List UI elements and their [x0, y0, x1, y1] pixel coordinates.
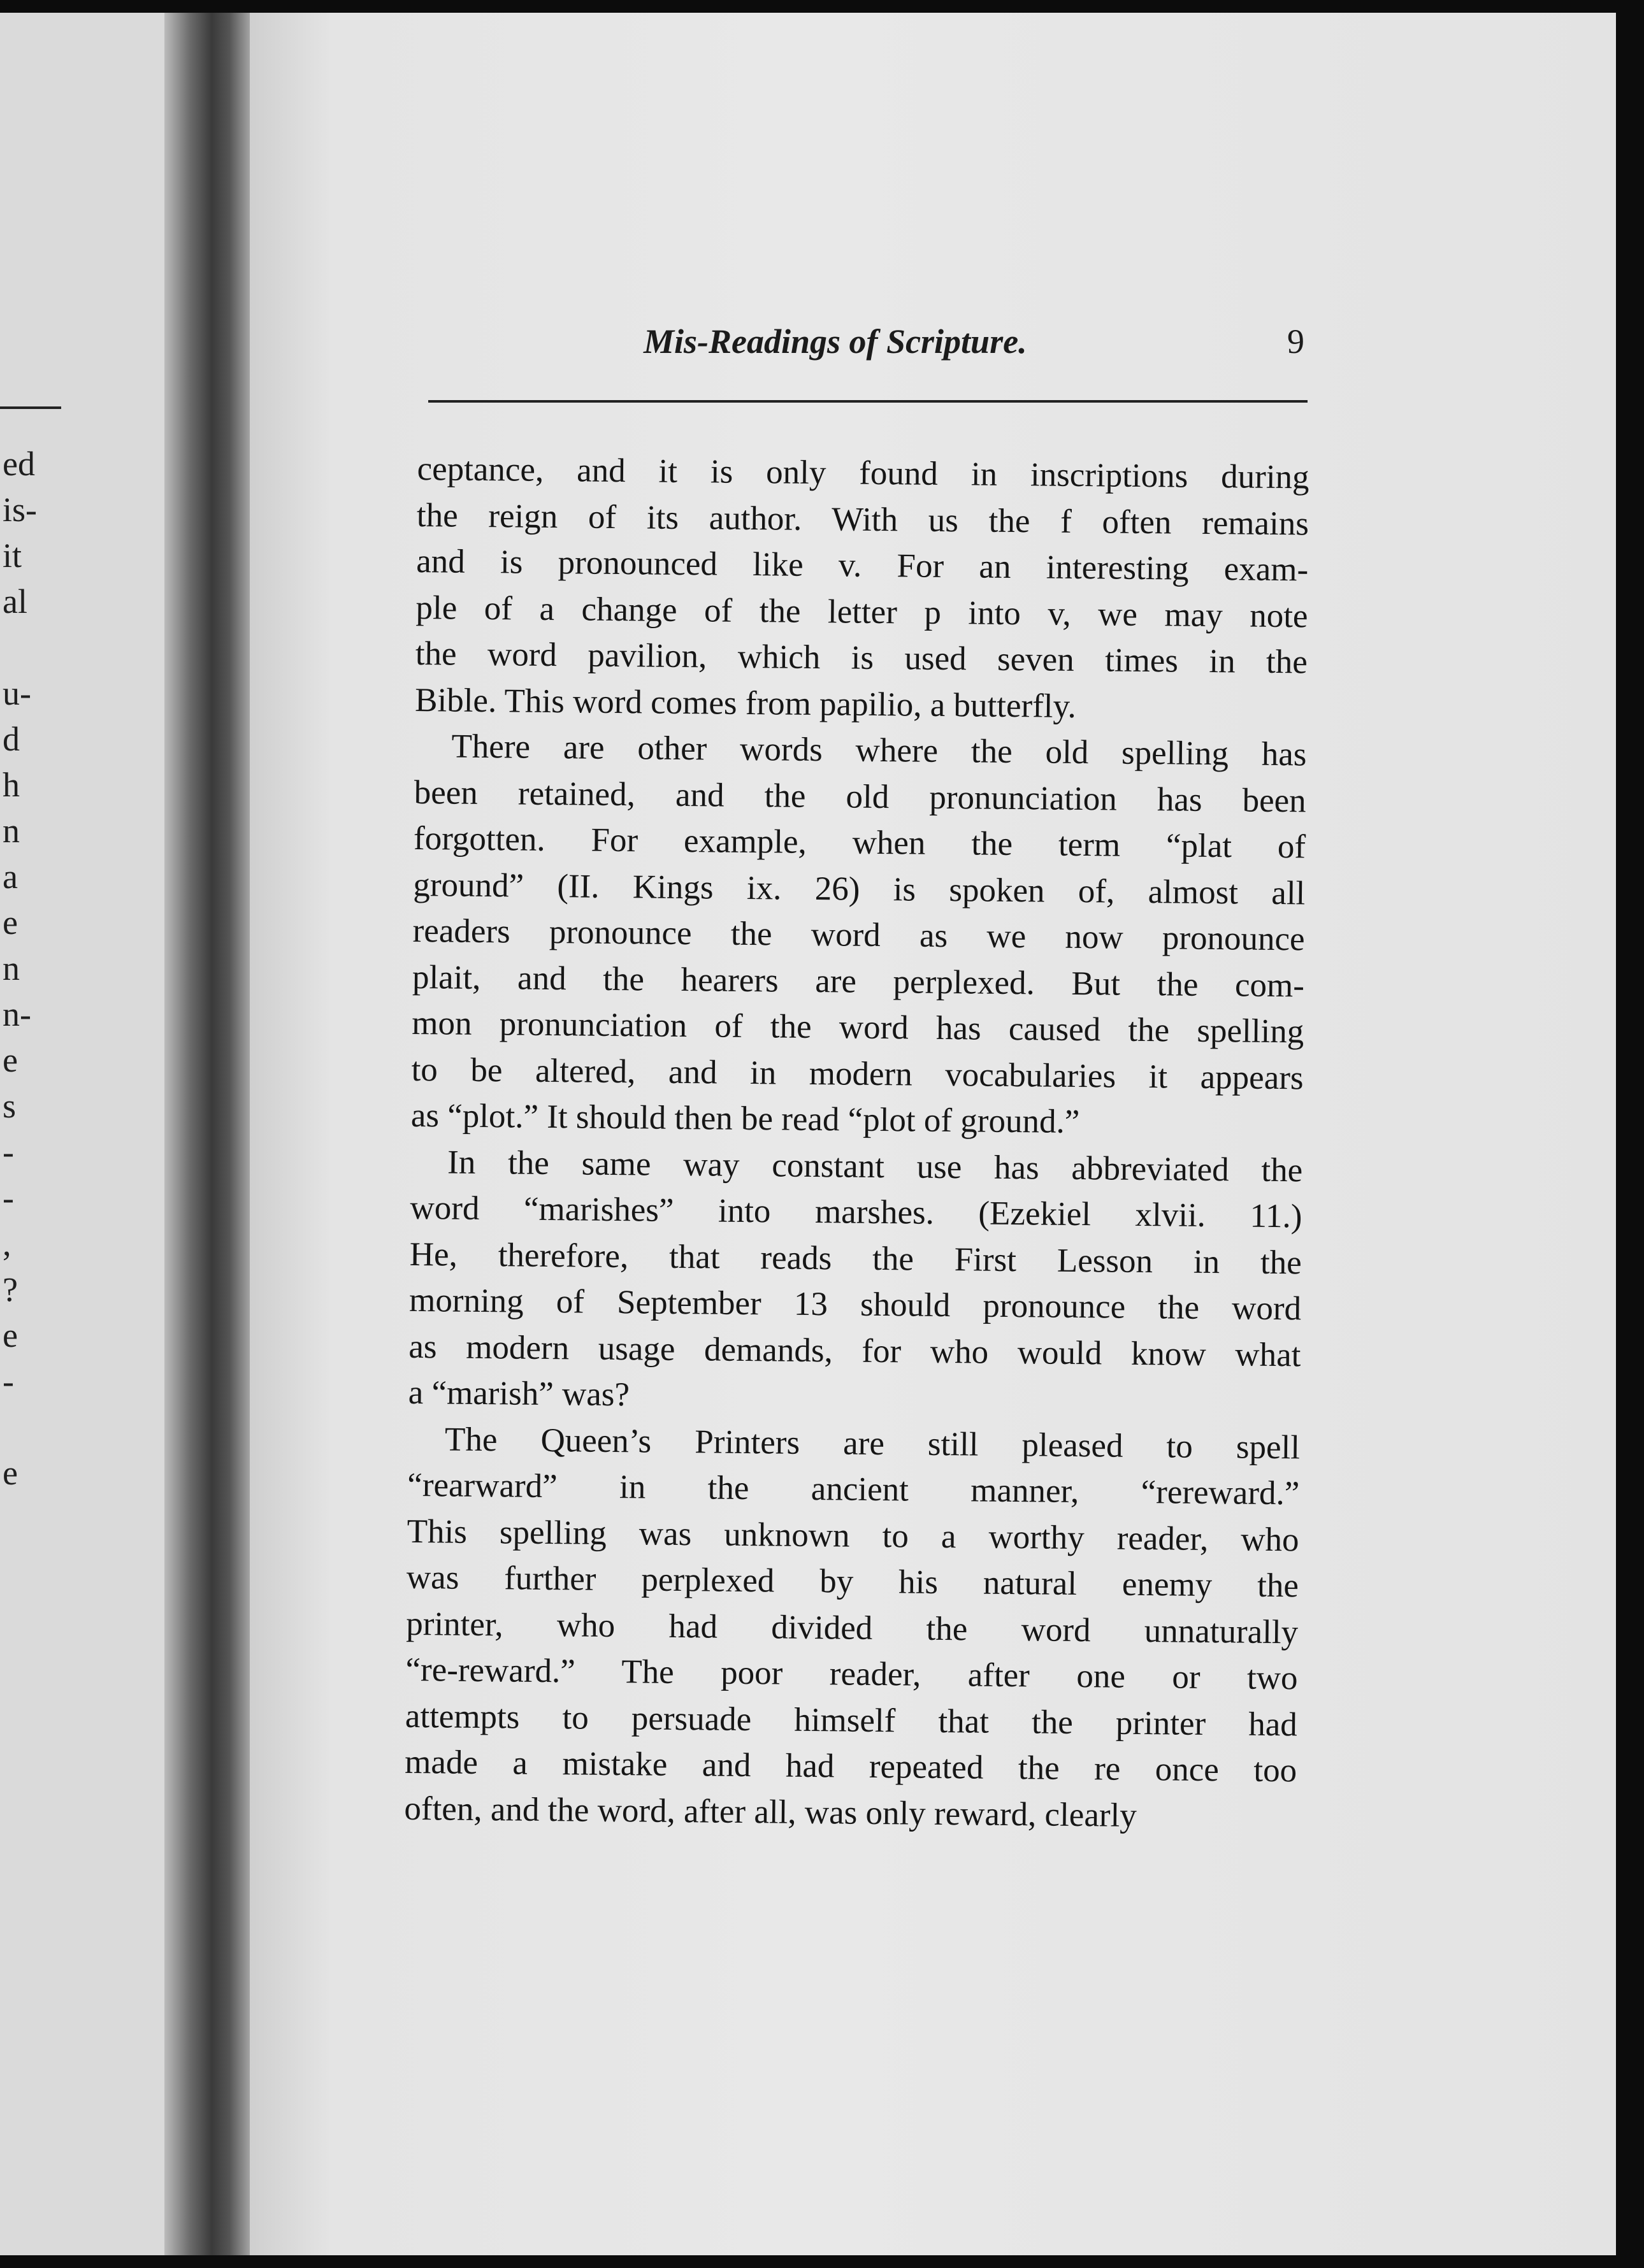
text-fragment: e [3, 1041, 18, 1079]
text-fragment: is- [3, 491, 37, 529]
text-line: This spelling was unknown to a worthy reader, who [407, 1512, 1299, 1558]
text-fragment: n [3, 949, 20, 987]
text-line: the word pavilion, which is used seven times in the [415, 635, 1308, 681]
header-rule [428, 400, 1308, 403]
text-line: “rearward” in the ancient manner, “rereward.” [407, 1466, 1300, 1512]
paragraph [415, 446, 1309, 731]
text-line: the reign of its author. With us the f often remains [416, 496, 1309, 542]
paragraph [404, 1416, 1300, 1840]
text-fragment: u- [3, 674, 31, 712]
text-line: as “plot.” It should then be read “plot of ground.” [410, 1096, 1080, 1141]
text-fragment: h [3, 766, 20, 804]
text-fragment: n [3, 812, 20, 850]
running-head: Mis-Readings of Scripture. [644, 322, 1027, 361]
text-line: mon pronunciation of the word has caused the spelling [412, 1004, 1304, 1051]
text-line: plait, and the hearers are perplexed. But the com- [412, 958, 1305, 1004]
text-fragment: al [3, 582, 27, 621]
text-line: word “marishes” into marshes. (Ezekiel xlvii. 11.) [410, 1189, 1302, 1235]
paragraph [411, 723, 1307, 1147]
text-line: In the same way constant use has abbreviated the [447, 1144, 1303, 1189]
text-line: attempts to persuade himself that the printer had [405, 1697, 1298, 1743]
left-page-rule [0, 406, 61, 409]
text-line: as modern usage demands, for who would know what [408, 1328, 1301, 1374]
text-fragment [3, 1404, 79, 1450]
text-line: forgotten. For example, when the term “plat of [413, 819, 1306, 866]
text-line: and is pronounced like v. For an interesting exam- [415, 542, 1309, 589]
text-fragment: ? [3, 1270, 18, 1309]
text-fragment: it [3, 536, 22, 575]
page-number: 9 [1287, 322, 1304, 361]
text-fragment: - [3, 1133, 14, 1171]
paragraph [408, 1138, 1302, 1424]
text-fragment: - [3, 1362, 14, 1400]
text-fragment: , [3, 1224, 11, 1263]
text-line: Bible. This word comes from papilio, a butterfly. [414, 681, 1077, 725]
text-fragment: d [3, 720, 20, 758]
text-line: was further perplexed by his natural enemy the [406, 1558, 1299, 1605]
text-line: made a mistake and had repeated the re once too [404, 1743, 1297, 1790]
text-fragment [3, 624, 79, 670]
text-line: ple of a change of the letter p into v, we may note [415, 589, 1308, 635]
body-text [404, 446, 1309, 1840]
text-line: readers pronounce the word as we now pronounce [412, 912, 1305, 958]
text-line: a “marish” was? [408, 1374, 630, 1414]
text-line: “re-reward.” The poor reader, after one or two [405, 1651, 1298, 1697]
book-gutter [164, 13, 251, 2255]
text-fragment: e [3, 903, 18, 942]
text-line: The Queen’s Printers are still pleased to spell [444, 1420, 1301, 1466]
left-page-text-fragments [3, 441, 79, 1496]
text-line: to be altered, and in modern vocabularies it appears [411, 1051, 1304, 1096]
text-fragment: - [3, 1179, 14, 1217]
text-line: ground” (II. Kings ix. 26) is spoken of, almost all [413, 866, 1306, 912]
text-fragment: a [3, 858, 18, 896]
text-fragment: ed [3, 445, 35, 483]
text-line: He, therefore, that reads the First Lesson in the [409, 1235, 1302, 1281]
text-fragment: e [3, 1316, 18, 1354]
text-fragment: e [3, 1454, 18, 1492]
text-line: ceptance, and it is only found in inscriptions during [417, 450, 1309, 496]
text-line: often, and the word, after all, was only reward, clearly [404, 1790, 1137, 1834]
text-line: There are other words where the old spelling has [451, 728, 1307, 773]
text-line: morning of September 13 should pronounce the word [408, 1281, 1302, 1328]
text-line: been retained, and the old pronunciation has been [414, 773, 1306, 819]
text-fragment: n- [3, 995, 31, 1033]
text-line: printer, who had divided the word unnaturally [405, 1605, 1299, 1651]
text-fragment: s [3, 1087, 17, 1125]
